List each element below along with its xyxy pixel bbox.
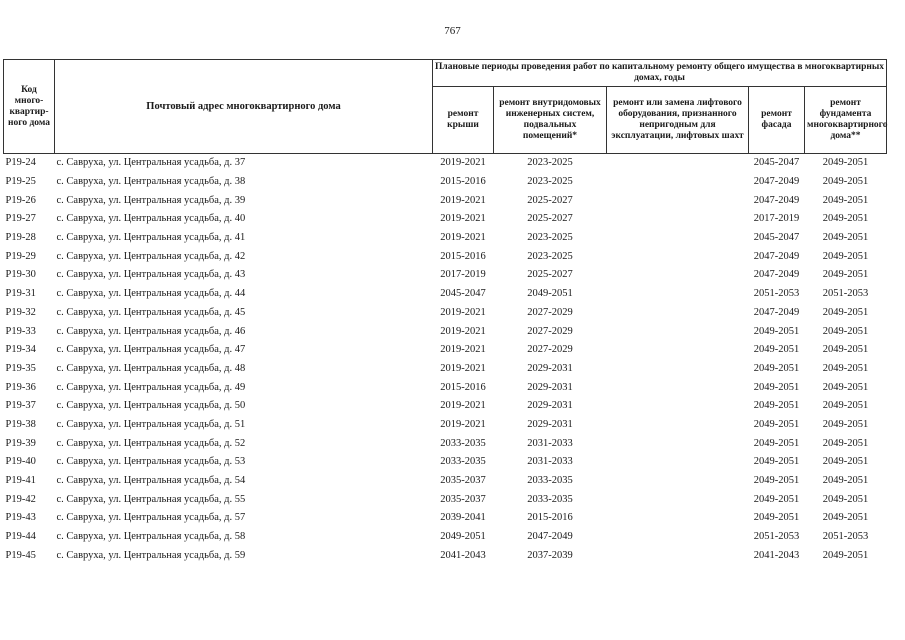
cell-roof: 2015-2016 [440,176,486,188]
cell-facade: 2047-2049 [753,176,800,188]
header-facade: ремонт фасада [749,87,805,154]
cell-elevator [607,154,749,173]
cell-address: с. Савруха, ул. Центральная усадьба, д. 43 [56,269,246,281]
cell-facade: 2045-2047 [753,157,800,169]
cell-code: Р19-45 [5,549,36,561]
cell-address: с. Савруха, ул. Центральная усадьба, д. 49 [56,381,246,393]
cell-roof: 2045-2047 [440,288,486,300]
cell-engineering: 2033-2035 [527,475,573,487]
page-number: 767 [444,25,461,37]
cell-address: с. Савруха, ул. Центральная усадьба, д. 38 [56,176,246,188]
cell-elevator [607,416,749,435]
cell-roof: 2019-2021 [440,400,486,412]
cell-code: Р19-41 [5,475,36,487]
cell-elevator [607,304,749,323]
header-elevator: ремонт или замена лифтового оборудования, признанного непригодным для эксплуатации, лифтовых шахт [607,87,749,154]
cell-engineering: 2023-2025 [527,157,573,169]
cell-code: Р19-33 [5,325,36,337]
cell-roof: 2015-2016 [440,250,486,262]
cell-elevator [607,509,749,528]
cell-engineering: 2023-2025 [527,232,573,244]
table-row [4,285,887,304]
cell-facade: 2049-2051 [753,362,800,374]
cell-facade: 2051-2053 [753,288,800,300]
cell-roof: 2041-2043 [440,549,486,561]
table-row [4,509,887,528]
cell-code: Р19-27 [5,213,36,225]
table-row [4,528,887,547]
cell-address: с. Савруха, ул. Центральная усадьба, д. 37 [56,157,246,169]
cell-foundation: 2049-2051 [822,381,869,393]
cell-address: с. Савруха, ул. Центральная усадьба, д. 45 [56,306,246,318]
cell-engineering: 2025-2027 [527,213,573,225]
cell-elevator [607,322,749,341]
cell-address: с. Савруха, ул. Центральная усадьба, д. 50 [56,400,246,412]
cell-elevator [607,378,749,397]
cell-code: Р19-26 [5,194,36,206]
cell-roof: 2019-2021 [440,325,486,337]
cell-roof: 2039-2041 [440,512,486,524]
cell-elevator [607,210,749,229]
cell-elevator [607,191,749,210]
cell-engineering: 2049-2051 [527,288,573,300]
cell-engineering: 2029-2031 [527,362,573,374]
cell-engineering: 2037-2039 [527,549,573,561]
cell-elevator [607,490,749,509]
cell-facade: 2049-2051 [753,344,800,356]
cell-elevator [607,453,749,472]
header-address: Почтовый адрес многоквартирного дома [55,60,433,154]
header-code: Код много-квартир-ного дома [4,60,55,154]
cell-elevator [607,546,749,565]
table-row [4,416,887,435]
cell-roof: 2019-2021 [440,232,486,244]
cell-foundation: 2049-2051 [822,493,869,505]
cell-code: Р19-35 [5,362,36,374]
cell-facade: 2049-2051 [753,475,800,487]
cell-engineering: 2031-2033 [527,456,573,468]
cell-foundation: 2049-2051 [822,512,869,524]
cell-foundation: 2049-2051 [822,362,869,374]
cell-roof: 2019-2021 [440,157,486,169]
cell-engineering: 2023-2025 [527,176,573,188]
cell-address: с. Савруха, ул. Центральная усадьба, д. 47 [56,344,246,356]
cell-foundation: 2049-2051 [822,475,869,487]
cell-elevator [607,360,749,379]
cell-elevator [607,528,749,547]
table-row [4,266,887,285]
cell-elevator [607,434,749,453]
cell-foundation: 2049-2051 [822,232,869,244]
table-row [4,154,887,173]
cell-address: с. Савруха, ул. Центральная усадьба, д. 59 [56,549,246,561]
cell-roof: 2019-2021 [440,194,486,206]
cell-code: Р19-30 [5,269,36,281]
cell-address: с. Савруха, ул. Центральная усадьба, д. 46 [56,325,246,337]
cell-elevator [607,229,749,248]
cell-foundation: 2051-2053 [822,288,869,300]
cell-address: с. Савруха, ул. Центральная усадьба, д. 51 [56,418,246,430]
cell-facade: 2051-2053 [753,531,800,543]
cell-engineering: 2027-2029 [527,325,573,337]
table-row [4,341,887,360]
table-row [4,247,887,266]
cell-engineering: 2027-2029 [527,344,573,356]
cell-foundation: 2049-2051 [822,157,869,169]
cell-code: Р19-43 [5,512,36,524]
cell-facade: 2045-2047 [753,232,800,244]
cell-foundation: 2049-2051 [822,400,869,412]
cell-address: с. Савруха, ул. Центральная усадьба, д. 53 [56,456,246,468]
table-row [4,229,887,248]
cell-facade: 2047-2049 [753,306,800,318]
cell-code: Р19-42 [5,493,36,505]
cell-foundation: 2049-2051 [822,437,869,449]
table-row [4,490,887,509]
cell-facade: 2047-2049 [753,194,800,206]
table-row [4,434,887,453]
cell-roof: 2015-2016 [440,381,486,393]
header-engineering: ремонт внутридомовых инженерных систем, подвальных помещений* [494,87,607,154]
cell-address: с. Савруха, ул. Центральная усадьба, д. 57 [56,512,246,524]
cell-engineering: 2033-2035 [527,493,573,505]
cell-address: с. Савруха, ул. Центральная усадьба, д. 44 [56,288,246,300]
table-row [4,322,887,341]
cell-engineering: 2029-2031 [527,381,573,393]
cell-foundation: 2049-2051 [822,269,869,281]
cell-foundation: 2049-2051 [822,344,869,356]
cell-foundation: 2049-2051 [822,418,869,430]
table-row [4,360,887,379]
cell-foundation: 2051-2053 [822,531,869,543]
table-row [4,397,887,416]
cell-roof: 2035-2037 [440,475,486,487]
cell-roof: 2019-2021 [440,213,486,225]
cell-address: с. Савруха, ул. Центральная усадьба, д. 42 [56,250,246,262]
cell-elevator [607,266,749,285]
cell-facade: 2049-2051 [753,456,800,468]
cell-foundation: 2049-2051 [822,456,869,468]
cell-code: Р19-44 [5,531,36,543]
cell-code: Р19-29 [5,250,36,262]
cell-address: с. Савруха, ул. Центральная усадьба, д. 52 [56,437,246,449]
cell-roof: 2033-2035 [440,456,486,468]
capital-repair-table [3,59,887,565]
cell-engineering: 2031-2033 [527,437,573,449]
cell-facade: 2017-2019 [753,213,800,225]
cell-address: с. Савруха, ул. Центральная усадьба, д. 41 [56,232,246,244]
cell-code: Р19-31 [5,288,36,300]
cell-roof: 2017-2019 [440,269,486,281]
table-row [4,210,887,229]
cell-engineering: 2023-2025 [527,250,573,262]
table-row [4,546,887,565]
cell-facade: 2049-2051 [753,512,800,524]
cell-code: Р19-39 [5,437,36,449]
cell-code: Р19-38 [5,418,36,430]
header-roof: ремонт крыши [433,87,494,154]
cell-facade: 2049-2051 [753,418,800,430]
cell-code: Р19-25 [5,176,36,188]
cell-address: с. Савруха, ул. Центральная усадьба, д. 58 [56,531,246,543]
cell-facade: 2041-2043 [753,549,800,561]
cell-code: Р19-37 [5,400,36,412]
table-row [4,173,887,192]
cell-facade: 2049-2051 [753,381,800,393]
cell-facade: 2047-2049 [753,269,800,281]
cell-elevator [607,397,749,416]
cell-elevator [607,285,749,304]
cell-foundation: 2049-2051 [822,176,869,188]
cell-engineering: 2029-2031 [527,418,573,430]
header-foundation: ремонт фундамента многоквартирного дома** [805,87,887,154]
table-row [4,191,887,210]
cell-roof: 2019-2021 [440,344,486,356]
cell-facade: 2049-2051 [753,437,800,449]
cell-engineering: 2025-2027 [527,269,573,281]
cell-code: Р19-32 [5,306,36,318]
cell-elevator [607,341,749,360]
cell-code: Р19-34 [5,344,36,356]
cell-facade: 2049-2051 [753,400,800,412]
cell-engineering: 2015-2016 [527,512,573,524]
cell-code: Р19-36 [5,381,36,393]
table-row [4,304,887,323]
cell-foundation: 2049-2051 [822,213,869,225]
cell-code: Р19-28 [5,232,36,244]
cell-address: с. Савруха, ул. Центральная усадьба, д. 55 [56,493,246,505]
table-row [4,472,887,491]
table-row [4,453,887,472]
cell-elevator [607,173,749,192]
table-row [4,378,887,397]
cell-foundation: 2049-2051 [822,250,869,262]
cell-facade: 2049-2051 [753,493,800,505]
cell-roof: 2019-2021 [440,418,486,430]
cell-code: Р19-40 [5,456,36,468]
cell-facade: 2049-2051 [753,325,800,337]
cell-address: с. Савруха, ул. Центральная усадьба, д. 54 [56,475,246,487]
cell-foundation: 2049-2051 [822,306,869,318]
cell-engineering: 2047-2049 [527,531,573,543]
cell-elevator [607,472,749,491]
cell-facade: 2047-2049 [753,250,800,262]
cell-foundation: 2049-2051 [822,194,869,206]
cell-address: с. Савруха, ул. Центральная усадьба, д. 39 [56,194,246,206]
cell-address: с. Савруха, ул. Центральная усадьба, д. 40 [56,213,246,225]
cell-roof: 2035-2037 [440,493,486,505]
cell-roof: 2049-2051 [440,531,486,543]
header-periods-group: Плановые периоды проведения работ по капитальному ремонту общего имущества в многоквартирных домах, годы [433,60,887,87]
table-body [4,154,887,566]
cell-elevator [607,247,749,266]
cell-foundation: 2049-2051 [822,549,869,561]
cell-roof: 2019-2021 [440,306,486,318]
cell-engineering: 2027-2029 [527,306,573,318]
cell-engineering: 2025-2027 [527,194,573,206]
cell-engineering: 2029-2031 [527,400,573,412]
cell-foundation: 2049-2051 [822,325,869,337]
cell-address: с. Савруха, ул. Центральная усадьба, д. 48 [56,362,246,374]
cell-roof: 2033-2035 [440,437,486,449]
cell-code: Р19-24 [5,157,36,169]
cell-roof: 2019-2021 [440,362,486,374]
